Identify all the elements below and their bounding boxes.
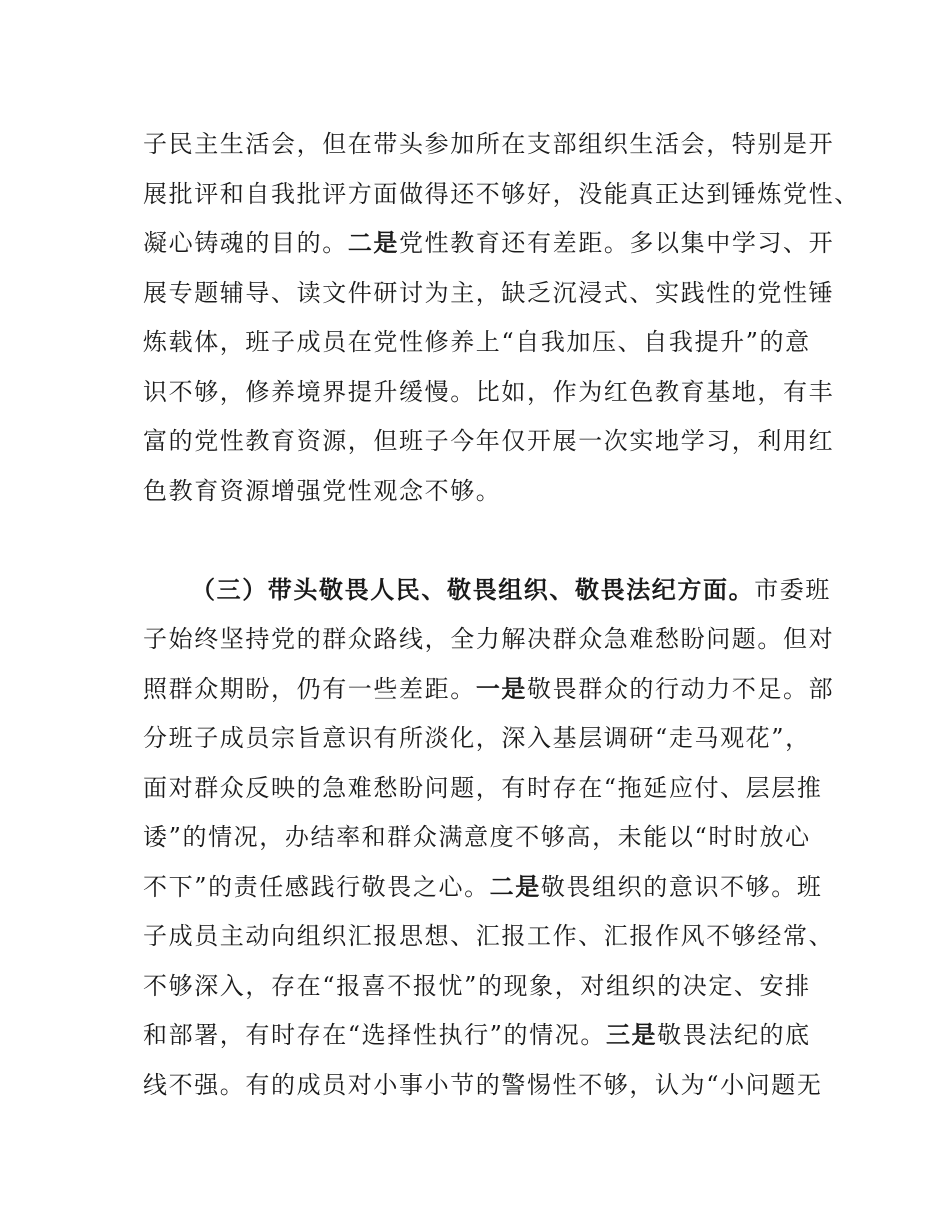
- text-line: 色教育资源增强党性观念不够。: [143, 476, 502, 505]
- text-run: 敬畏法纪的底: [657, 1021, 811, 1049]
- text-line: 面对群众反映的急难愁盼问题，有时存在“拖延应付、层层推: [143, 773, 823, 802]
- paragraph-gap: [143, 516, 843, 566]
- text-line: [143, 219, 843, 269]
- text-run: 和部署，有时存在“选择性执行”的情况。: [143, 1021, 606, 1049]
- text-line: 展专题辅导、读文件研讨为主，缺乏沉浸式、实践性的党性锤: [143, 278, 835, 307]
- text-line: 展批评和自我批评方面做得还不够好，没能真正达到锤炼党性、: [143, 179, 860, 208]
- text-line: 子民主生活会，但在带头参加所在支部组织生活会，特别是开: [143, 130, 835, 158]
- text-line: 诿”的情况，办结率和群众满意度不够高，未能以“时时放心: [143, 823, 811, 851]
- text-line: 子成员主动向组织汇报思想、汇报工作、汇报作风不够经常、: [143, 922, 835, 950]
- text-line: 线不强。有的成员对小事小节的警惕性不够，认为“小问题无: [143, 1070, 823, 1099]
- text-line: 子始终坚持党的群众路线，全力解决群众急难愁盼问题。但对: [143, 625, 835, 653]
- text-line: [143, 1011, 843, 1061]
- text-run: 敬畏群众的行动力不足。部: [527, 674, 835, 703]
- text-line: 不够深入，存在“报喜不报忧”的现象，对组织的决定、安排: [143, 971, 811, 1000]
- text-run: 凝心铸魂的目的。: [143, 229, 348, 257]
- bold-marker: 二是: [347, 229, 400, 257]
- text-line: [143, 863, 843, 913]
- text-run: 党性教育还有差距。多以集中学习、开: [399, 229, 835, 257]
- text-run: 照群众期盼，仍有一些差距。: [143, 674, 476, 703]
- text-line: [143, 665, 843, 715]
- bold-marker: 三是: [605, 1021, 658, 1049]
- bold-marker: 一是: [475, 674, 528, 703]
- bold-marker: 二是: [489, 872, 541, 901]
- text-line: 炼载体，班子成员在党性修养上“自我加压、自我提升”的意: [143, 328, 811, 356]
- section-heading: （三）带头敬畏人民、敬畏组织、敬畏法纪方面。: [191, 575, 755, 604]
- text-line: 分班子成员宗旨意识有所淡化，深入基层调研“走马观花”，: [143, 724, 811, 752]
- text-run: 不下”的责任感践行敬畏之心。: [143, 872, 490, 901]
- text-line: 识不够，修养境界提升缓慢。比如，作为红色教育基地，有丰: [143, 377, 835, 406]
- text-line: 富的党性教育资源，但班子今年仅开展一次实地学习，利用红: [143, 427, 835, 455]
- text-run: 市委班: [754, 575, 832, 604]
- section-heading-line: [143, 566, 843, 616]
- body-text: [143, 120, 860, 1110]
- text-run: 敬畏组织的意识不够。班: [540, 872, 823, 901]
